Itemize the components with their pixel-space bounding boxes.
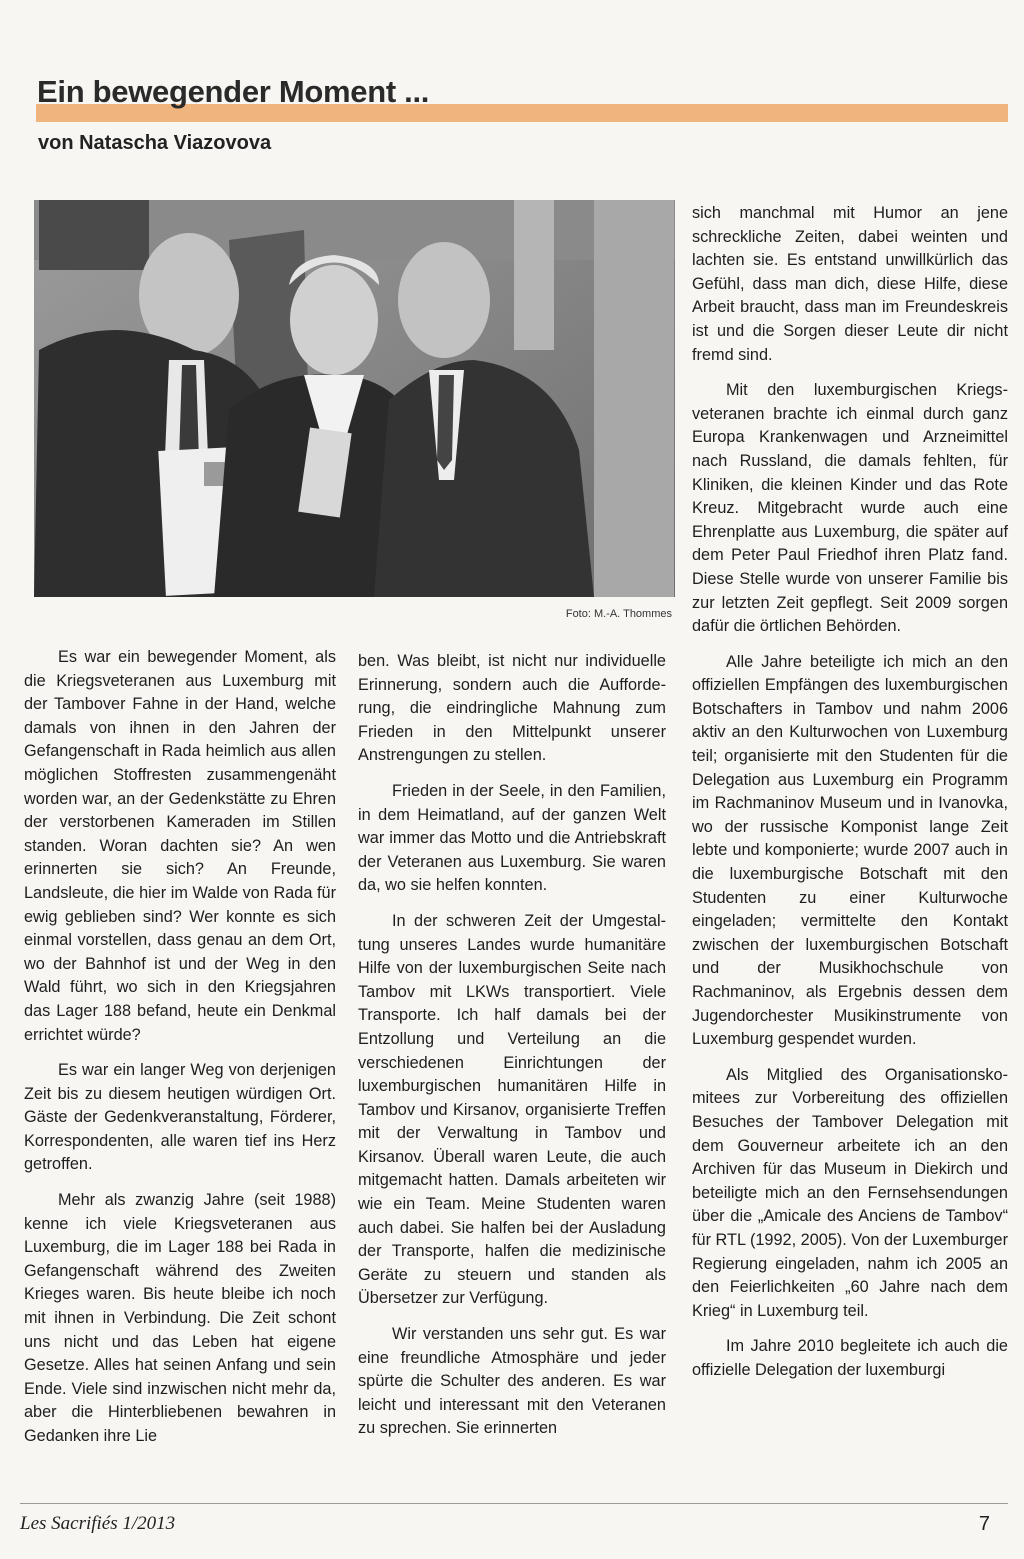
paragraph: In der schweren Zeit der Umgestaltung unseres Landes wurde humanitäre Hilfe von der luxemburgischen Seite nach Tambov mit LKWs transportiert. Viele Transporte. Ich half damals bei der Entzollung und Verteilung an die verschiedenen Einrichtungen der luxemburgischen humanitären Hilfe in Tambov und Kirsanov, organisierte Treffen mit der Verwaltung in Tambov und Kirsanov. Überall waren Leute, die auch mitgemacht hatten. Damals arbeiteten wir wie ein Team. Meine Studenten waren auch dabei. Sie halfen bei der Ausladung der Transporte, halfen die medizinische Geräte zu steuern und standen als Übersetzer zur Verfügung.: [358, 911, 666, 1308]
paragraph: Mit den luxemburgischen Kriegsveteranen brachte ich einmal durch ganz Europa Krankenwagen und Arzneimittel nach Russland, die damals fehlten, für Kliniken, die kleinen Kinder und das Rote Kreuz. Mitgebracht wurde auch eine Ehrenplatte aus Luxemburg, die später auf dem Peter Paul Friedhof ihren Platz fand. Diese Stelle wurde von unserer Familie bis zur letzten Zeit gepflegt. Seit 2009 sorgen dafür die örtlichen Behörden.: [692, 381, 1008, 636]
paragraph: Als Mitglied des Organisationskomitees zur Vorbereitung des offiziellen Besuches der Tambover Delegation mit dem Gouverneur arbeitete ich an den Archiven für das Museum in Diekirch und beteiligte mich an den Fernsehsendungen über die „Amicale des Anciens de Tambov“ für RTL (1992, 2005). Von der Luxemburger Regierung eingeladen, nahm ich 2005 an den Feierlichkeiten „60 Jahre nach dem Krieg“ in Luxemburg teil.: [692, 1065, 1008, 1320]
paragraph: Mehr als zwanzig Jahre (seit 1988) kenne ich viele Kriegsveteranen aus Luxemburg, die im Lager 188 bei Rada in Gefangenschaft während des Zweiten Krieges waren. Bis heute bleibe ich noch mit ihnen in Verbindung. Die Zeit schont uns nicht und das Leben hat eigene Gesetze. Alles hat seinen Anfang und sein Ende. Viele sind inzwischen nicht mehr da, aber die Hinterbliebenen bewahren in Gedanken ihre Lie: [24, 1191, 336, 1445]
article-photo: [34, 200, 675, 597]
footer-divider: [20, 1503, 1008, 1504]
paragraph: Frieden in der Seele, in den Familien, in dem Heimatland, auf der ganzen Welt war immer das Motto und die Antriebskraft der Veteranen aus Luxemburg. Sie waren da, wo sie helfen konnten.: [358, 781, 666, 895]
paragraph: Im Jahre 2010 begleitete ich auch die offizielle Delegation der luxemburgi: [692, 1337, 1008, 1379]
text-column-3: [692, 202, 1008, 1395]
photo-credit: Foto: M.-A. Thommes: [565, 608, 672, 620]
page-number: 7: [978, 1513, 990, 1535]
photo-three-people-icon: [34, 200, 675, 597]
text-column-1: [24, 646, 336, 1461]
paragraph: sich manchmal mit Humor an jene schreckliche Zeiten, dabei weinten und lachten sie. Es entstand unwillkürlich das Gefühl, dass man dich, diese Hilfe, diese Arbeit braucht, dass man im Freundeskreis ist und die Sorgen dieser Leute dir nicht fremd sind.: [692, 204, 1008, 364]
paragraph: Es war ein bewegender Moment, als die Kriegsveteranen aus Luxemburg mit der Tambover Fahne in der Hand, welche damals von ihnen in den Jahren der Gefangenschaft in Rada heimlich aus allen möglichen Stoffresten zusammengenäht worden war, an der Gedenkstätte zu Ehren der verstorbenen Kameraden im Stillen standen. Woran dachten sie? An wen erinnerten sie sich? An Freunde, Landsleute, die hier im Walde von Rada für ewig geblieben sind? Wer konnte es sich einmal vorstellen, dass genau an dem Ort, wo der Bahnhof ist und der Weg in den Wald führt, wo sich in den Kriegsjahren das Lager 188 befand, heute ein Denkmal errichtet würde?: [24, 648, 336, 1044]
paragraph: Wir verstanden uns sehr gut. Es war eine freundliche Atmosphäre und jeder spürte die Schulter des anderen. Es war leicht und interessant mit den Veteranen zu sprechen. Sie erinnerten: [358, 1325, 666, 1438]
paragraph: Es war ein langer Weg von derjenigen Zeit bis zu diesem heutigen würdigen Ort. Gäste der Gedenkveranstaltung, Förderer, Korrespondenten, alle waren tief ins Herz getroffen.: [24, 1061, 336, 1174]
article-byline: von Natascha Viazovova: [38, 132, 272, 154]
paragraph: Alle Jahre beteiligte ich mich an den offiziellen Empfängen des luxemburgischen Botschafters in Tambov und nahm 2006 aktiv an den Kulturwochen von Luxemburg teil; organisierte mit den Studenten für die Delegation aus Luxemburg ein Programm im Rachmaninov Museum und in Ivanovka, wo der russische Komponist lange Zeit lebte und komponierte; wurde 2007 auch in die luxemburgische Botschaft mit den Studenten zu einer Kulturwoche eingeladen; vermittelte den Kontakt zwischen der luxemburgischen Botschaft und der Musikhochschule von Rachmaninov, als Ergebnis dessen dem Jugendorchester Musikinstrumente von Luxemburg gespendet wurden.: [692, 652, 1008, 1049]
footer-publication: Les Sacrifiés 1/2013: [20, 1513, 176, 1534]
text-column-2: [358, 650, 666, 1453]
paragraph: ben. Was bleibt, ist nicht nur individuelle Erinnerung, sondern auch die Aufforderung, die eindringliche Mahnung zum Frieden in den Mittelpunkt unserer Anstrengungen zu stellen.: [358, 652, 666, 765]
article-title: Ein bewegender Moment ...: [37, 74, 430, 109]
